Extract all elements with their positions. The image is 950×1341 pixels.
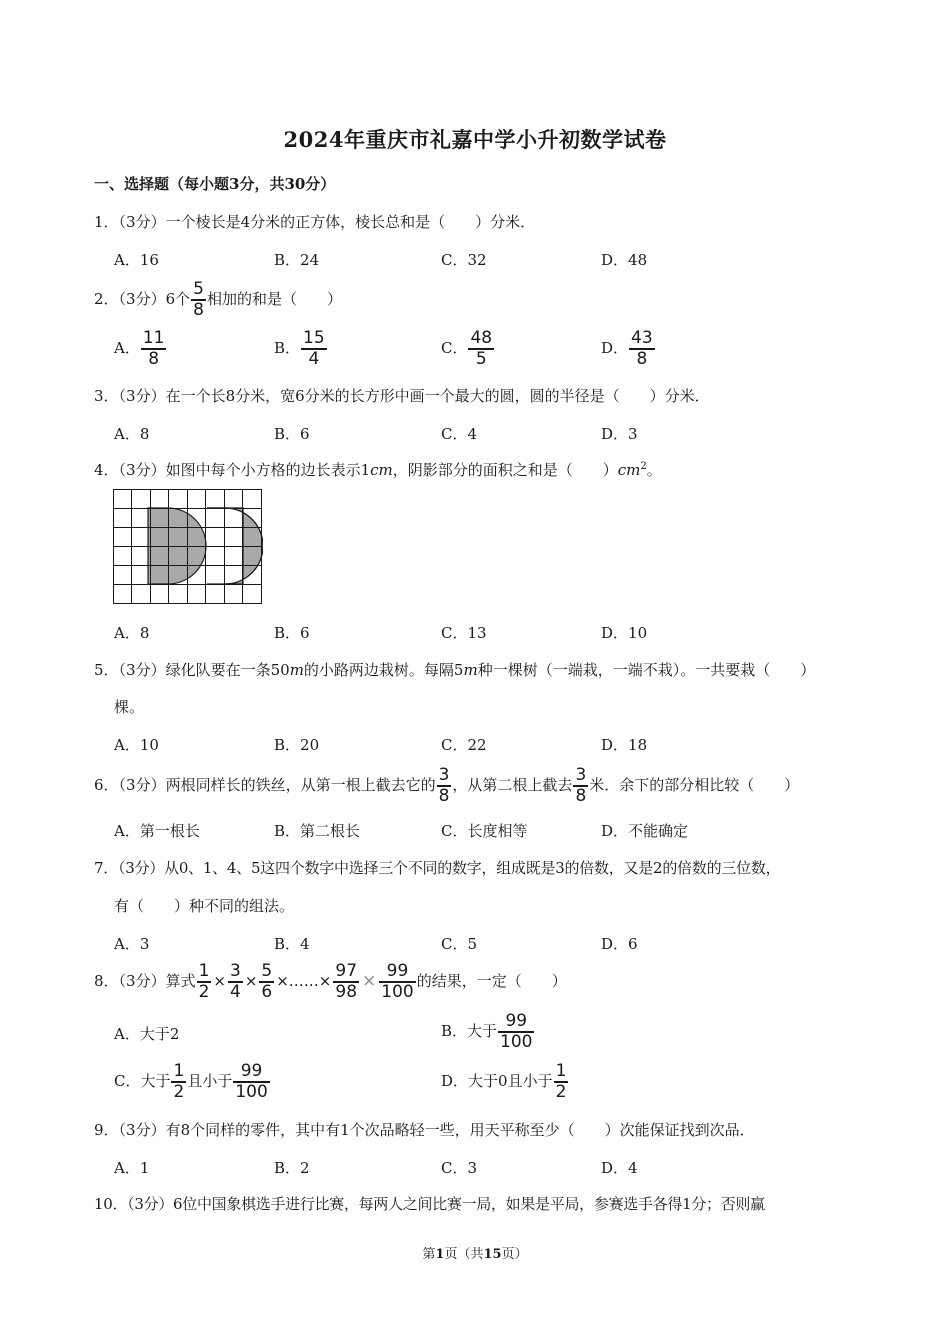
q4-end: 。: [646, 461, 662, 479]
q4-option-a: A．8: [114, 624, 150, 642]
q8-option-a: A．大于2: [114, 1025, 180, 1043]
q1-option-c: C．32: [441, 251, 487, 269]
q6-pre: 6．（3分）两根同样长的铁丝，从第一根上截去它的: [94, 775, 436, 794]
question-2: [94, 281, 342, 319]
numerator: 99: [386, 961, 409, 981]
numerator: 3: [438, 765, 450, 785]
fraction: [573, 767, 588, 805]
q7-option-b: B．4: [274, 935, 310, 953]
times-sign: ×: [213, 971, 226, 990]
numerator: 11: [142, 328, 165, 348]
option-label: A．: [114, 338, 140, 357]
question-8: [94, 963, 567, 1001]
q5-option-c: C．22: [441, 736, 487, 754]
q6-option-b: B．第二根长: [274, 822, 361, 840]
question-7-continued: 有（ ）种不同的组法。: [114, 897, 295, 915]
denominator: 8: [193, 299, 204, 320]
numerator: 15: [303, 328, 325, 348]
question-3: 3．（3分）在一个长8分米，宽6分米的长方形中画一个最大的圆，圆的半径是（ ）分米．: [94, 387, 710, 405]
current-page: 1: [435, 1247, 445, 1262]
q6-option-d: D．不能确定: [601, 822, 689, 840]
q8-post: 的结果，一定（ ）: [416, 971, 567, 990]
q7-option-a: A．3: [114, 935, 150, 953]
denominator: 8: [438, 785, 450, 806]
fraction: [171, 1063, 186, 1101]
question-6: [94, 767, 799, 805]
fraction: [259, 963, 274, 1001]
option-label: D．: [601, 338, 629, 357]
denominator: 4: [230, 981, 241, 1002]
question-9: 9．（3分）有8个同样的零件，其中有1个次品略轻一些，用天平称至少（ ）次能保证找到次品．: [94, 1121, 755, 1139]
question-5-continued: 棵。: [114, 698, 145, 716]
denominator: 2: [198, 981, 210, 1002]
q4-option-c: C．13: [441, 624, 487, 642]
q3-option-d: D．3: [601, 425, 638, 443]
fraction: [629, 330, 655, 368]
fraction: [437, 767, 452, 805]
q3-option-c: C．4: [441, 425, 478, 443]
q4-mid: ，阴影部分的面积之和是（ ）: [392, 461, 618, 479]
numerator: 99: [240, 1061, 263, 1081]
fraction: [301, 330, 327, 368]
fraction: [379, 963, 415, 1001]
numerator: 3: [575, 765, 587, 785]
option-label: C．: [441, 338, 468, 357]
unit: cm: [370, 461, 393, 479]
option-text: D．大于0且小于: [441, 1071, 553, 1090]
q2-post: 相加的和是（ ）: [206, 289, 342, 308]
q8-pre: 8．（3分）算式: [94, 971, 196, 990]
fraction: [554, 1063, 569, 1101]
q4-pre: 4．（3分）如图中每个小方格的边长表示1: [94, 461, 371, 479]
q6-post: 米．余下的部分相比较（ ）: [589, 775, 800, 794]
q4-option-b: B．6: [274, 624, 310, 642]
denominator: 8: [575, 785, 587, 806]
fraction: [197, 963, 212, 1001]
denominator: 8: [148, 348, 160, 369]
q1-option-a: A．16: [114, 251, 159, 269]
q1-option-d: D．48: [601, 251, 648, 269]
unit: m: [289, 661, 304, 679]
times-sign: ×: [362, 970, 377, 991]
option-label: B．: [274, 338, 301, 357]
q5-mid: 的小路两边栽树。每隔5: [303, 661, 464, 679]
q3-option-b: B．6: [274, 425, 310, 443]
q2-option-d: [601, 330, 656, 368]
fraction: [233, 1063, 269, 1101]
footer-text: 页）: [501, 1247, 528, 1262]
q7-option-d: D．6: [601, 935, 638, 953]
numerator: 5: [261, 961, 273, 981]
question-7: 7．（3分）从0、1、4、5这四个数字中选择三个不同的数字，组成既是3的倍数，又是2的倍数的三位数，: [94, 859, 781, 877]
fraction: [498, 1013, 534, 1051]
denominator: 4: [308, 348, 320, 369]
question-4: [94, 459, 662, 480]
times-sign: ×: [244, 971, 258, 990]
q5-option-d: D．18: [601, 736, 648, 754]
fraction: [141, 330, 167, 368]
q5-option-a: A．10: [114, 736, 159, 754]
fraction: [333, 963, 359, 1001]
numerator: 3: [230, 961, 241, 981]
denominator: 6: [261, 981, 273, 1002]
unit: cm: [617, 461, 641, 479]
q6-mid: ，从第二根上截去: [452, 775, 573, 794]
q2-pre: 2．（3分）6个: [94, 289, 191, 308]
q9-option-b: B．2: [274, 1159, 310, 1177]
q9-option-d: D．4: [601, 1159, 638, 1177]
question-1: 1．（3分）一个棱长是4分米的正方体，棱长总和是（ ）分米．: [94, 213, 536, 231]
denominator: 8: [636, 348, 648, 369]
denominator: 100: [500, 1031, 533, 1052]
q2-option-a: [114, 330, 167, 368]
numerator: 1: [555, 1061, 567, 1081]
q5-post: 种一棵树（一端栽，一端不栽）。一共要栽（ ）: [477, 661, 816, 679]
fraction: [191, 281, 206, 319]
numerator: 99: [505, 1011, 528, 1031]
q5-option-b: B．20: [274, 736, 320, 754]
question-5: [94, 659, 815, 680]
exponent: 2: [640, 461, 647, 472]
unit: m: [463, 661, 478, 679]
q8-option-d: [441, 1063, 569, 1101]
fraction: [228, 963, 243, 1001]
denominator: 2: [173, 1081, 185, 1102]
q6-option-a: A．第一根长: [114, 822, 200, 840]
footer-text: 页（共: [444, 1247, 484, 1262]
q3-option-a: A．8: [114, 425, 150, 443]
denominator: 2: [555, 1081, 567, 1102]
q4-option-d: D．10: [601, 624, 648, 642]
section-heading: 一、选择题（每小题3分，共30分）: [94, 175, 336, 193]
numerator: 43: [631, 328, 653, 348]
q7-option-c: C．5: [441, 935, 478, 953]
numerator: 97: [335, 961, 358, 981]
numerator: 1: [173, 1061, 185, 1081]
option-text: B．大于: [441, 1021, 498, 1040]
q5-pre: 5．（3分）绿化队要在一条50: [94, 661, 290, 679]
numerator: 1: [198, 961, 210, 981]
numerator: 5: [193, 279, 204, 299]
footer-text: 第: [422, 1247, 436, 1262]
denominator: 5: [475, 348, 487, 369]
ellipsis-product: ×……×: [276, 971, 332, 990]
q8-option-c: [114, 1063, 271, 1101]
option-text: C．大于: [114, 1071, 171, 1090]
numerator: 48: [470, 328, 493, 348]
denominator: 100: [381, 981, 414, 1002]
total-pages: 15: [483, 1247, 502, 1262]
q1-option-b: B．24: [274, 251, 320, 269]
grid-lines: [113, 489, 262, 604]
denominator: 100: [235, 1081, 268, 1102]
q8-option-b: [441, 1013, 535, 1051]
option-text: 且小于: [187, 1071, 233, 1090]
q9-option-c: C．3: [441, 1159, 478, 1177]
fraction: [468, 330, 494, 368]
grid-figure: [113, 489, 263, 607]
page-title: 2024年重庆市礼嘉中学小升初数学试卷: [283, 127, 667, 152]
page-footer: [0, 1243, 950, 1262]
q9-option-a: A．1: [114, 1159, 150, 1177]
q6-option-c: C．长度相等: [441, 822, 528, 840]
q2-option-c: [441, 330, 495, 368]
question-10: 10．（3分）6位中国象棋选手进行比赛，每两人之间比赛一局，如果是平局，参赛选手各得1分；否则赢: [94, 1195, 765, 1213]
q2-option-b: [274, 330, 328, 368]
denominator: 98: [335, 981, 358, 1002]
